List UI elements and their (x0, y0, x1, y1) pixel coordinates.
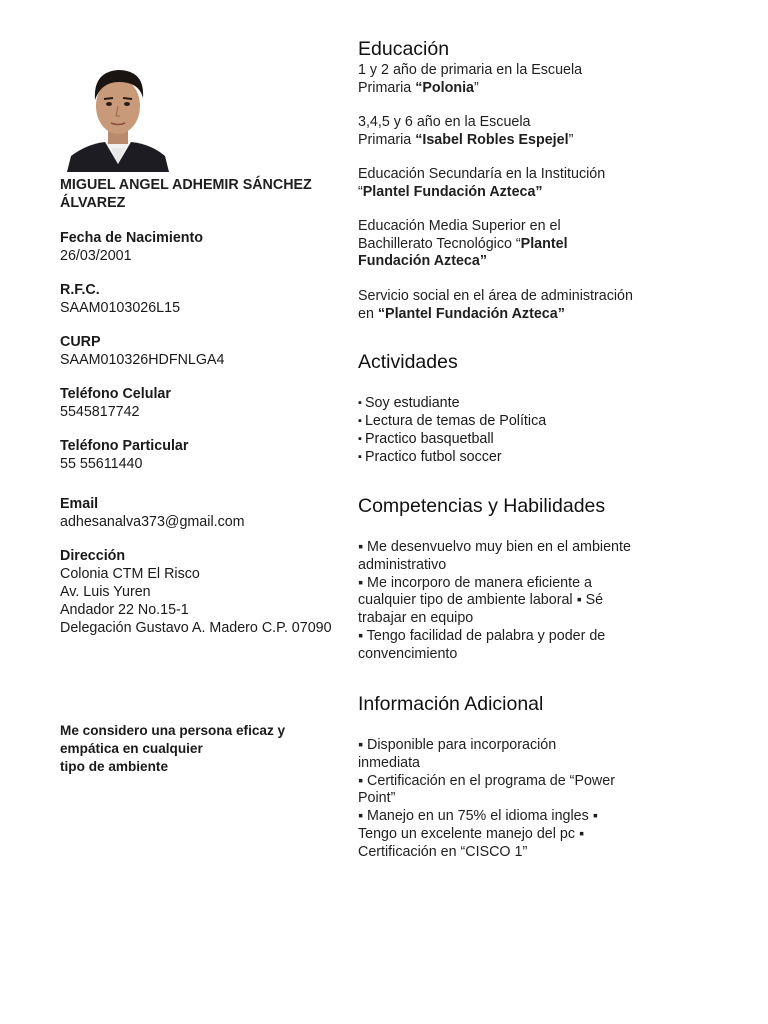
email-link[interactable]: adhesanalva373@gmail.com (60, 514, 245, 530)
quote-open: “ (415, 131, 423, 148)
education-item (358, 62, 678, 97)
skills-line: convencimiento (358, 645, 458, 662)
quote-close: ” (535, 183, 543, 200)
education-text-line (358, 236, 678, 254)
address-line: Colonia CTM El Risco (60, 566, 200, 582)
quote-close: ” (474, 79, 479, 96)
school-name: Polonia (422, 79, 474, 96)
quote-open: “ (377, 305, 386, 322)
portrait-image (67, 64, 169, 172)
address-line: Andador 22 No.15-1 (60, 602, 189, 618)
quote-open: “ (515, 235, 521, 252)
education-text: Primaria (358, 131, 416, 148)
address-field (60, 547, 360, 637)
curp-field (60, 333, 360, 369)
education-text: Servicio social en el área de administración (358, 288, 633, 304)
info-line: Certificación en “CISCO 1” (358, 843, 528, 860)
skills-line: ▪ Me incorporo de manera eficiente a (358, 574, 592, 591)
school-name: Plantel (520, 235, 568, 252)
home-phone-field (60, 437, 360, 473)
list-item: ▪ Soy estudiante (358, 394, 668, 412)
field-label: Teléfono Celular (60, 386, 171, 402)
address-line: Delegación Gustavo A. Madero C.P. 07090 (60, 620, 332, 636)
info-line: Point” (358, 790, 396, 807)
personal-summary (60, 722, 330, 776)
info-line: ▪ Manejo en un 75% el idioma ingles ▪ (358, 808, 598, 825)
school-name: Isabel Robles Espejel (422, 131, 569, 148)
info-line: inmediata (358, 754, 420, 771)
education-item (358, 114, 678, 149)
info-line: Tengo un excelente manejo del pc ▪ (358, 825, 585, 842)
field-label: Teléfono Particular (60, 438, 189, 454)
quote-close: ” (479, 253, 487, 269)
education-item (358, 218, 678, 271)
activities-list (358, 394, 668, 466)
field-label: CURP (60, 334, 101, 350)
education-text-line (358, 184, 678, 202)
quote-close: ” (568, 131, 574, 148)
skills-line: ▪ Me desenvuelvo muy bien en el ambiente (358, 539, 631, 555)
education-text: 3,4,5 y 6 año en la Escuela (358, 114, 531, 130)
skills-list (358, 539, 678, 664)
mobile-phone-field (60, 385, 360, 421)
skills-line: ▪ Tengo facilidad de palabra y poder de (358, 627, 606, 644)
field-value: 5545817742 (60, 404, 140, 420)
quote-open: “ (358, 183, 363, 200)
profile-photo (67, 64, 169, 172)
activities-heading: Actividades (358, 351, 458, 373)
education-text: Educación Media Superior en el (358, 218, 561, 234)
education-item (358, 166, 678, 201)
school-name: Plantel Fundación Azteca (385, 305, 558, 322)
field-value: 26/03/2001 (60, 248, 132, 264)
field-label: Fecha de Nacimiento (60, 230, 204, 246)
birthdate-field (60, 229, 360, 265)
school-name: Fundación Azteca (358, 253, 480, 269)
education-text-line (358, 80, 678, 98)
info-line: ▪ Disponible para incorporación (358, 737, 557, 753)
address-line: Av. Luis Yuren (60, 584, 151, 600)
field-value: SAAM010326HDFNLGA4 (60, 352, 225, 368)
additional-info-heading: Información Adicional (358, 693, 544, 715)
education-text: Educación Secundaría en la Institución (358, 166, 606, 182)
list-item: ▪ Practico basquetball (358, 430, 668, 448)
skills-line: cualquier tipo de ambiente laboral ▪ Sé (358, 592, 604, 609)
skills-line: administrativo (358, 556, 447, 573)
education-text-line (358, 253, 678, 271)
field-value: 55 55611440 (60, 456, 143, 472)
education-text: en (358, 305, 378, 322)
rfc-field (60, 281, 360, 317)
skills-line: trabajar en equipo (358, 610, 474, 627)
skills-heading: Competencias y Habilidades (358, 495, 606, 517)
field-value: SAAM0103026L15 (60, 300, 181, 316)
quote-open: “ (415, 79, 423, 96)
education-text-line (358, 306, 678, 324)
full-name: MIGUEL ANGEL ADHEMIR SÁNCHEZ ÁLVAREZ (60, 177, 312, 211)
education-text: Primaria (358, 79, 416, 96)
field-label: Email (60, 496, 99, 512)
school-name: Plantel Fundación Azteca (362, 183, 536, 200)
education-item (358, 288, 678, 323)
list-item: ▪ Lectura de temas de Política (358, 412, 668, 430)
summary-line: Me considero una persona eficaz y (60, 723, 286, 738)
education-text-line (358, 132, 678, 150)
additional-info-list (358, 737, 678, 862)
quote-close: ” (557, 305, 565, 322)
email-field (60, 495, 360, 531)
info-line: ▪ Certificación en el programa de “Power (358, 772, 615, 789)
summary-line: tipo de ambiente (60, 759, 169, 774)
summary-line: empática en cualquier (60, 741, 203, 756)
education-text: 1 y 2 año de primaria en la Escuela (358, 62, 583, 78)
education-text: Bachillerato Tecnológico (358, 235, 516, 252)
education-heading: Educación (358, 38, 450, 60)
field-label: R.F.C. (60, 282, 100, 298)
list-item: ▪ Practico futbol soccer (358, 448, 668, 466)
field-label: Dirección (60, 548, 126, 564)
